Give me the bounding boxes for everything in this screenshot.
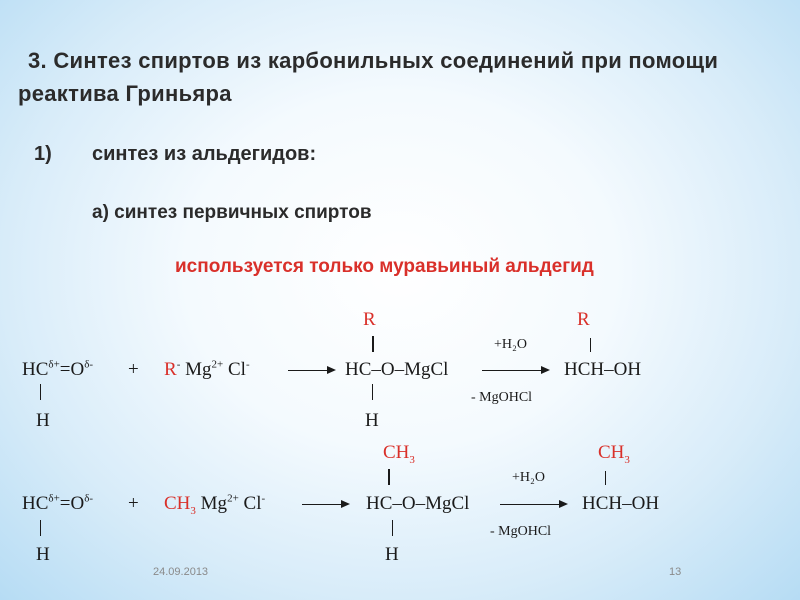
mg-charge: 2+ [211,358,224,371]
bond-line [392,520,393,536]
hc-text: HC [22,493,49,514]
slide-date: 24.09.2013 [153,566,209,578]
title-line-2: реактива Гриньяра [18,81,232,106]
reaction-arrow [288,370,334,371]
carbonyl-o: =O [59,493,85,514]
methyl-subscript: 3 [624,453,630,466]
intermediate-alkoxide: HC–O–MgCl [366,493,470,514]
cl-charge: - [261,492,266,505]
bond-line [372,384,373,400]
methyl-substituent [383,442,415,464]
cl-text: Cl [223,359,246,380]
water-reagent: +H₂O [512,470,545,485]
grignard-reagent [164,493,265,515]
bond-line [590,338,591,352]
carbon-charge: δ+ [48,358,60,371]
grignard-reagent [164,359,250,381]
bond-line [40,520,41,536]
item-text: синтез из альдегидов: [92,143,317,165]
water-reagent: +H₂O [494,337,527,352]
mg-text: Mg [180,359,212,380]
plus-sign: + [128,493,139,514]
intermediate-alkoxide: HC–O–MgCl [345,359,449,380]
hydrolysis-arrow [482,370,548,371]
primary-alcohol: HCH–OH [564,359,642,380]
reagent-r-charge: - [176,358,181,371]
methyl-subscript: 3 [190,504,196,517]
h-atom: H [365,410,379,431]
r-substituent: R [577,309,590,330]
r-substituent: R [363,309,376,330]
h-atom: H [36,544,50,565]
ch-text: CH [598,442,625,463]
carbon-charge: δ+ [48,492,60,505]
reaction-arrow [302,504,348,505]
methyl-substituent [598,442,630,464]
bond-line [605,471,606,485]
subitem-text: а) синтез первичных спиртов [92,202,372,223]
hydrolysis-arrow [500,504,566,505]
formaldehyde [22,359,93,381]
carbonyl-o: =O [59,359,85,380]
note-text: используется только муравьиный альдегид [175,256,594,277]
ch-text: CH [164,493,191,514]
bond-line [372,336,374,352]
plus-sign: + [128,359,139,380]
cl-charge: - [245,358,250,371]
ch-text: CH [383,442,410,463]
methyl-subscript: 3 [409,453,415,466]
oxygen-charge: δ- [84,358,94,371]
mg-charge: 2+ [227,492,239,505]
cl-text: Cl [238,493,262,514]
slide-title [18,44,788,110]
mg-text: Mg [195,493,228,514]
bond-line [388,469,390,485]
primary-alcohol: HCH–OH [582,493,660,514]
h-atom: H [36,410,50,431]
oxygen-charge: δ- [84,492,94,505]
byproduct: - MgOHCl [490,524,552,539]
formaldehyde [22,493,93,515]
title-line-1: 3. Синтез спиртов из карбонильных соединений при помощи [28,48,719,73]
reagent-r: R [164,359,177,380]
slide-number: 13 [669,566,682,578]
h-atom: H [385,544,399,565]
byproduct: - MgOHCl [471,390,533,405]
bond-line [40,384,41,400]
item-number: 1) [34,143,52,165]
methyl-group [164,493,196,517]
hc-text: HC [22,359,49,380]
